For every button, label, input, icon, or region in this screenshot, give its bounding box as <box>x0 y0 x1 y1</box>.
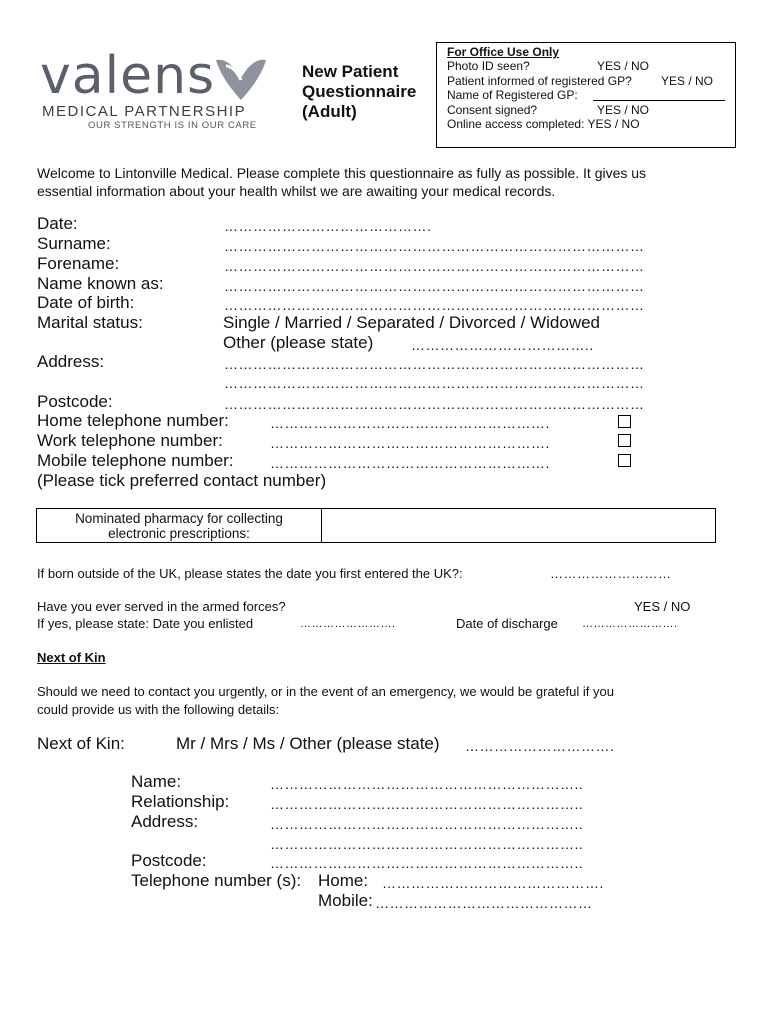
armed-question: Have you ever served in the armed forces? <box>37 599 286 614</box>
heart-icon <box>212 56 270 102</box>
consent-label: Consent signed? <box>447 102 538 117</box>
kin-title-options[interactable]: Mr / Mrs / Ms / Other (please state) <box>176 734 440 753</box>
marital-other-field[interactable]: ……………………………….. <box>411 337 594 353</box>
pharmacy-label-line-1: Nominated pharmacy for collecting <box>75 511 283 526</box>
armed-answer[interactable]: YES / NO <box>634 599 691 614</box>
kin-name-field[interactable]: ……………………………………………………….. <box>270 776 584 792</box>
known-as-label: Name known as: <box>37 274 164 293</box>
photo-id-label: Photo ID seen? <box>447 59 530 73</box>
known-as-field[interactable]: …………………………………………………………………………… <box>224 278 645 294</box>
dob-label: Date of birth: <box>37 293 135 312</box>
gp-informed-label: Patient informed of registered GP? <box>447 73 632 88</box>
uk-question: If born outside of the UK, please states the date you first entered the UK?: <box>37 566 463 581</box>
online-access: Online access completed: YES / NO <box>447 117 640 131</box>
marital-other-label: Other (please state) <box>223 333 374 352</box>
uk-date-field[interactable]: ……………………… <box>550 566 672 581</box>
kin-intro-line-2: could provide us with the following details: <box>37 702 280 717</box>
dob-field[interactable]: …………………………………………………………………………… <box>224 297 645 313</box>
mobile-tel-checkbox[interactable] <box>618 454 631 467</box>
title-line-1: New Patient <box>302 62 399 81</box>
discharge-field[interactable]: ……………………. <box>582 618 678 630</box>
kin-mobile-field[interactable]: ……………………………………… <box>375 895 593 911</box>
intro-line-1: Welcome to Lintonville Medical. Please complete this questionnaire as fully as possible. It gives us <box>37 165 647 181</box>
pharmacy-box <box>36 508 716 543</box>
kin-name-label: Name: <box>131 772 182 791</box>
forename-label: Forename: <box>37 254 120 273</box>
logo-subtitle: MEDICAL PARTNERSHIP <box>42 103 247 120</box>
gp-name-line[interactable] <box>593 100 725 101</box>
kin-postcode-label: Postcode: <box>131 851 207 870</box>
date-label: Date: <box>37 214 78 233</box>
photo-id-value: YES / NO <box>597 59 650 73</box>
surname-field[interactable]: …………………………………………………………………………… <box>224 238 645 254</box>
marital-label: Marital status: <box>37 313 143 332</box>
kin-intro-line-1: Should we need to contact you urgently, or in the event of an emergency, we would be grateful if you <box>37 684 614 699</box>
logo-wordmark: valens <box>40 46 216 106</box>
work-tel-checkbox[interactable] <box>618 434 631 447</box>
intro-text <box>37 164 646 200</box>
logo-tagline: OUR STRENGTH IS IN OUR CARE <box>88 120 257 131</box>
kin-postcode-field[interactable]: ……………………………………………………….. <box>270 855 584 871</box>
title-line-2: Questionnaire <box>302 82 417 101</box>
consent-value: YES / NO <box>597 102 650 117</box>
marital-options[interactable]: Single / Married / Separated / Divorced / Widowed <box>223 313 601 332</box>
mobile-tel-label: Mobile telephone number: <box>37 451 234 470</box>
kin-telephone-label: Telephone number (s): <box>131 871 302 890</box>
office-heading: For Office Use Only <box>447 45 560 59</box>
discharge-label: Date of discharge <box>456 616 558 631</box>
pharmacy-divider <box>321 509 322 542</box>
kin-intro <box>37 683 614 719</box>
home-tel-checkbox[interactable] <box>618 415 631 428</box>
mobile-tel-field[interactable]: …………………………………………………. <box>270 455 550 471</box>
gp-informed-value: YES / NO <box>661 73 714 88</box>
tick-note: (Please tick preferred contact number) <box>37 471 327 490</box>
kin-relationship-field[interactable]: ……………………………………………………….. <box>270 796 584 812</box>
postcode-label: Postcode: <box>37 392 113 411</box>
kin-heading: Next of Kin <box>37 650 106 665</box>
kin-relationship-label: Relationship: <box>131 792 230 811</box>
kin-title-field[interactable]: …………………………. <box>465 738 615 754</box>
enlisted-label: If yes, please state: Date you enlisted <box>37 616 254 631</box>
surname-label: Surname: <box>37 234 111 253</box>
enlisted-field[interactable]: ……………………. <box>300 618 396 630</box>
address-field-2[interactable]: …………………………………………………………………………… <box>224 375 645 391</box>
pharmacy-input[interactable] <box>323 509 715 542</box>
home-tel-field[interactable]: …………………………………………………. <box>270 415 550 431</box>
postcode-field[interactable]: …………………………………………………………………………… <box>224 396 645 412</box>
address-field-1[interactable]: …………………………………………………………………………… <box>224 356 645 372</box>
pharmacy-label <box>37 511 321 541</box>
work-tel-field[interactable]: …………………………………………………. <box>270 435 550 451</box>
intro-line-2: essential information about your health whilst we are awaiting your medical records. <box>37 183 556 199</box>
kin-address-field-2[interactable]: ……………………………………………………….. <box>270 836 584 852</box>
form-title <box>302 62 416 122</box>
kin-address-label: Address: <box>131 812 199 831</box>
office-use-box <box>436 42 736 148</box>
work-tel-label: Work telephone number: <box>37 431 223 450</box>
title-line-3: (Adult) <box>302 102 357 121</box>
date-field[interactable]: ……………………………………. <box>224 218 432 234</box>
address-label: Address: <box>37 352 105 371</box>
home-tel-label: Home telephone number: <box>37 411 229 430</box>
kin-mobile-label: Mobile: <box>318 891 373 910</box>
gp-name-label: Name of Registered GP: <box>447 88 578 102</box>
kin-home-label: Home: <box>318 871 369 890</box>
forename-field[interactable]: …………………………………………………………………………… <box>224 258 645 274</box>
kin-address-field-1[interactable]: ……………………………………………………….. <box>270 816 584 832</box>
kin-home-field[interactable]: ………………………………………. <box>382 875 604 891</box>
kin-label: Next of Kin: <box>37 734 125 753</box>
pharmacy-label-line-2: electronic prescriptions: <box>108 526 250 541</box>
